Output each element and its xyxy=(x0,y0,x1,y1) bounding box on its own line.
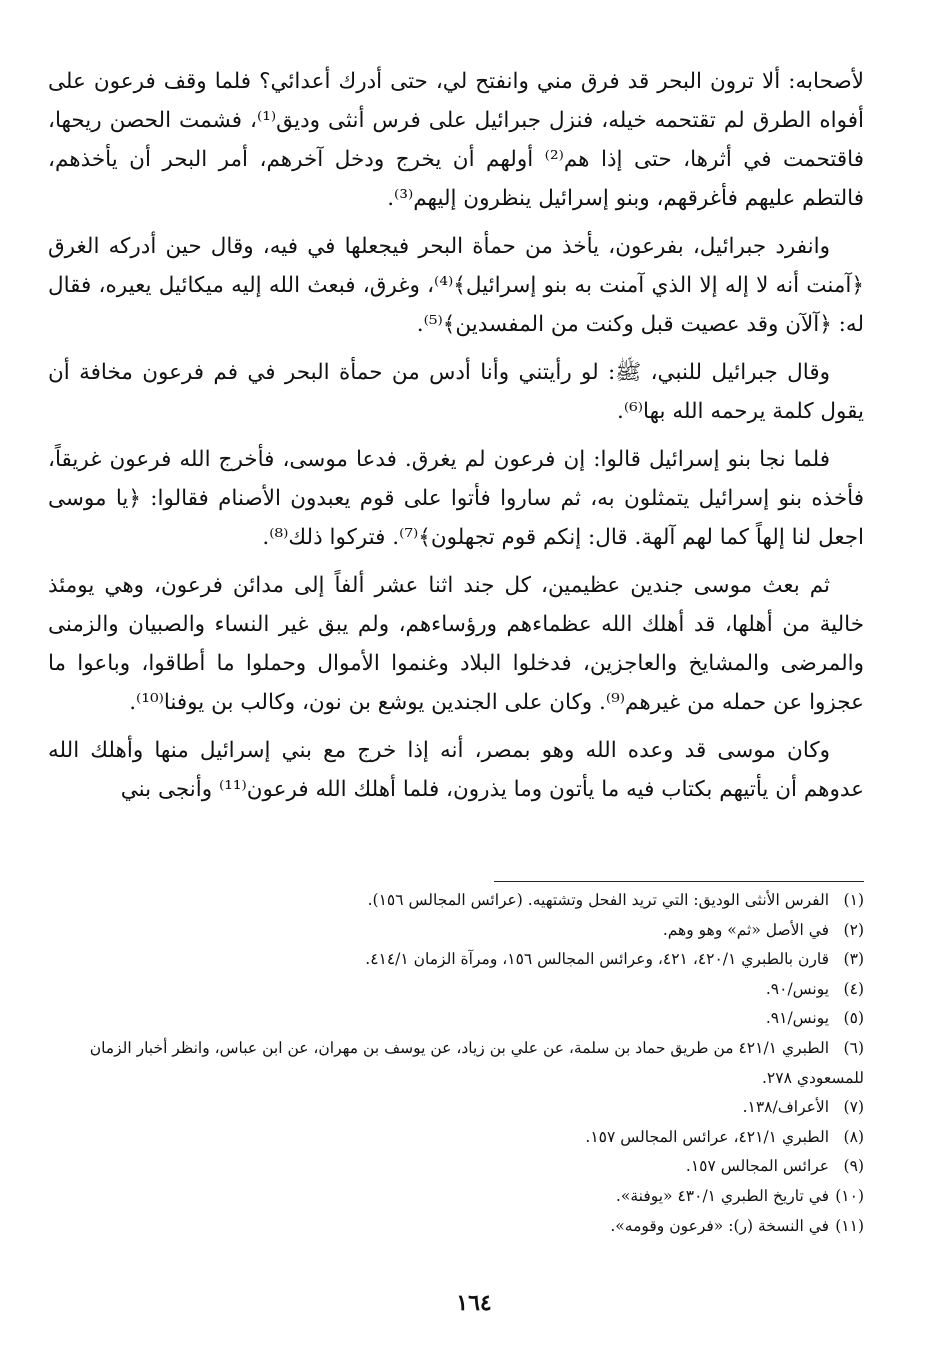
footnote-5 xyxy=(48,1004,864,1034)
footnote-text: قارن بالطبري ٤٢٠/١، ٤٢١، وعرائس المجالس ١٥٦، ومرآة الزمان ٤١٤/١. xyxy=(365,950,830,969)
footnote-4 xyxy=(48,975,864,1005)
paragraph-4: فلما نجا بنو إسرائيل قالوا: إن فرعون لم يغرق. فدعا موسى، فأخرج الله فرعون غريقاً، فأخذه بنو إسرائيل يتمثلون به، ثم ساروا فأتوا على قوم يعبدون الأصنام فقالوا: ﴿يا موسى اجعل لنا إلهاً كما لهم آلهة. قال: إنكم قوم تجهلون﴾⁽⁷⁾. فتركوا ذلك⁽⁸⁾. xyxy=(48,447,864,550)
page-number: ١٦٤ xyxy=(456,1290,492,1316)
footnote-number: (٥) xyxy=(843,1009,864,1028)
footnote-number: (١) xyxy=(843,891,864,909)
footnote-number: (٢) xyxy=(843,920,864,939)
footnote-3 xyxy=(48,945,864,975)
footnote-number: (٣) xyxy=(843,950,864,969)
footnote-number: (١٠) xyxy=(835,1186,864,1205)
paragraph-2: وانفرد جبرائيل، بفرعون، يأخذ من حمأة البحر فيجعلها في فيه، وقال حين أدركه الغرق ﴿آمنت أنه لا إله إلا الذي آمنت به بنو إسرائيل﴾⁽⁴⁾، وغرق، فبعث الله إليه ميكائيل يعيره، فقال له: ﴿آلآن وقد عصيت قبل وكنت من المفسدين﴾⁽⁵⁾. xyxy=(48,234,864,337)
footnote-number: (٨) xyxy=(843,1127,864,1146)
paragraph-1: لأصحابه: ألا ترون البحر قد فرق مني وانفتح لي، حتى أدرك أعدائي؟ فلما وقف فرعون على أفواه الطرق لم تقتحمه خيله، فنزل جبرائيل على فرس أنثى وديق⁽¹⁾، فشمت الحصن ريحها، فاقتحمت في أثرها، حتى إذا هم⁽²⁾ أولهم أن يخرج ودخل آخرهم، أمر البحر أن يأخذهم، فالتطم عليهم فأغرقهم، وبنو إسرائيل ينظرون إليهم⁽³⁾. xyxy=(48,69,864,211)
footnote-text: الطبري ٤٢١/١ من طريق حماد بن سلمة، عن علي بن زياد، عن يوسف بن مهران، عن ابن عباس، وانظر أخبار الزمان للمسعودي ٢٧٨. xyxy=(89,1038,864,1087)
footnote-11 xyxy=(48,1212,864,1242)
footnote-number: (٧) xyxy=(843,1098,864,1117)
footnote-number: (٤) xyxy=(843,979,864,998)
footnote-9 xyxy=(48,1152,864,1182)
footnote-text: يونس/٩١. xyxy=(765,1009,830,1028)
footnote-1 xyxy=(48,886,864,916)
footnote-text: الطبري ٤٢١/١، عرائس المجالس ١٥٧. xyxy=(585,1127,830,1146)
footnote-text: عرائس المجالس ١٥٧. xyxy=(685,1157,830,1176)
footnote-number: (١١) xyxy=(835,1216,864,1235)
paragraph-3: وقال جبرائيل للنبي، ﷺ: لو رأيتني وأنا أدس من حمأة البحر في فم فرعون مخافة أن يقول كلمة يرحمه الله بها⁽⁶⁾. xyxy=(48,360,864,424)
footnote-7 xyxy=(48,1093,864,1123)
paragraph-5: ثم بعث موسى جندين عظيمين، كل جند اثنا عشر ألفاً إلى مدائن فرعون، وهي يومئذ خالية من أهلها، قد أهلك الله عظماءهم ورؤساءهم، ولم يبق غير النساء والصبيان والزمنى والمرضى والمشايخ والعاجزين، فدخلوا البلاد وغنموا الأموال وحملوا ما أطاقوا، وباعوا ما عجزوا عن حمله من غيرهم⁽⁹⁾. وكان على الجندين يوشع بن نون، وكالب بن يوفنا⁽¹⁰⁾. xyxy=(48,573,864,715)
footnote-6 xyxy=(48,1034,864,1093)
footnote-number: (٩) xyxy=(843,1157,864,1176)
paragraph-6: وكان موسى قد وعده الله وهو بمصر، أنه إذا خرج مع بني إسرائيل منها وأهلك الله عدوهم أن يأتيهم بكتاب فيه ما يأتون وما يذرون، فلما أهلك الله فرعون⁽¹¹⁾ وأنجى بني xyxy=(48,738,864,802)
footnote-text: في النسخة (ر): «فرعون وقومه». xyxy=(610,1216,830,1235)
footnote-text: في تاريخ الطبري ٤٣٠/١ «يوفنة». xyxy=(615,1186,830,1205)
footnote-text: الفرس الأنثى الوديق: التي تريد الفحل وتشتهيه. (عرائس المجالس ١٥٦). xyxy=(367,891,830,909)
footnote-2 xyxy=(48,916,864,946)
footnote-divider xyxy=(494,881,864,882)
footnote-8 xyxy=(48,1123,864,1153)
footnote-10 xyxy=(48,1182,864,1212)
footnote-text: في الأصل «ثم» وهو وهم. xyxy=(662,920,830,939)
footnotes xyxy=(48,886,864,1241)
footnote-text: يونس/٩٠. xyxy=(765,979,830,998)
main-text xyxy=(48,62,864,818)
footnote-number: (٦) xyxy=(843,1038,864,1057)
footnote-text: الأعراف/١٣٨. xyxy=(742,1098,830,1117)
